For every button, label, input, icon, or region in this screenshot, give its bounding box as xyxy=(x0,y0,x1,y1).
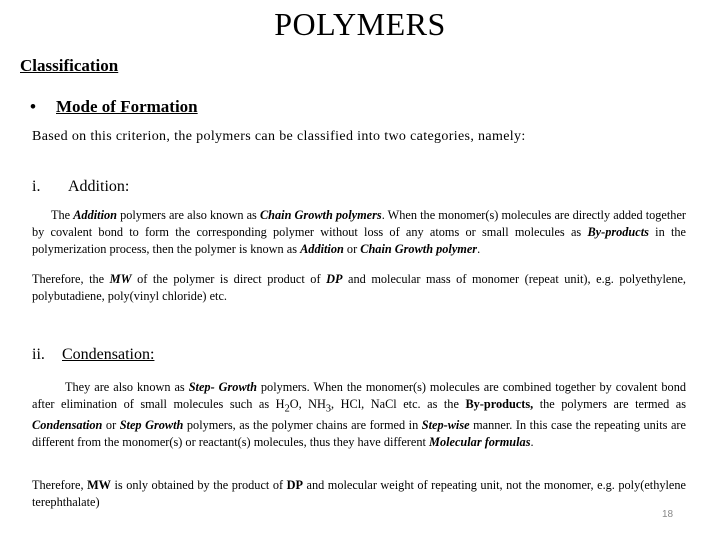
emphasis: MW xyxy=(109,272,132,286)
emphasis: Addition xyxy=(73,208,117,222)
text-run: polymers are also known as xyxy=(116,208,260,222)
addition-number: i. xyxy=(32,178,41,195)
text-run: in the polymerization process, then the polymer is known as xyxy=(32,225,686,256)
text-run: polymers. When the monomer(s) molecules are combined together by covalent bond after elimination of small molecules such as H xyxy=(32,380,686,411)
text-run: or xyxy=(343,242,361,256)
text-run: They are also known as xyxy=(65,380,189,394)
text-run: The xyxy=(51,208,74,222)
emphasis: DP xyxy=(326,272,343,286)
text-run: . xyxy=(477,242,481,256)
text-run: manner. In this case the repeating units are different from the monomer(s) or reactant(s) molecules, thus they have different xyxy=(32,418,686,450)
emphasis: By-products, xyxy=(465,397,534,411)
emphasis: Chain Growth polymers xyxy=(259,208,382,222)
text-run: of the polymer is direct product of xyxy=(131,272,327,286)
condensation-paragraph-1 xyxy=(32,379,686,451)
section-heading: Classification xyxy=(20,56,119,75)
emphasis: Addition xyxy=(300,242,344,256)
addition-label: Addition: xyxy=(68,178,130,195)
emphasis: Step-wise xyxy=(421,418,470,433)
text-run: and molecular weight of repeating unit, not the monomer, e.g. poly(ethylene terephthalate) xyxy=(32,478,686,509)
page-number: 18 xyxy=(662,509,674,520)
bullet-label: Mode of Formation xyxy=(56,97,198,116)
text-run: and molecular mass of monomer (repeat unit), e.g. polyethylene, polybutadiene, poly(vinyl chloride) etc. xyxy=(32,272,687,303)
subscript: 2 xyxy=(284,403,290,415)
addition-paragraph-1 xyxy=(32,207,686,258)
text-run: is only obtained by the product of xyxy=(110,478,287,492)
condensation-number: ii. xyxy=(32,346,45,363)
condensation-paragraph-2 xyxy=(32,477,686,511)
emphasis: Molecular formulas xyxy=(429,435,531,450)
emphasis: Step- Growth xyxy=(188,380,257,394)
emphasis: MW xyxy=(87,478,111,492)
text-run: . When the monomer(s) molecules are directly added together by covalent bond to form the corresponding polymer without loss of any atoms or small molecules as xyxy=(32,208,686,239)
text-run: or xyxy=(102,418,120,433)
subscript: 3 xyxy=(325,403,332,415)
text-run: O, NH xyxy=(289,397,326,411)
condensation-heading xyxy=(32,346,154,364)
addition-heading xyxy=(32,178,129,196)
emphasis: By-products xyxy=(587,225,649,239)
bullet-item xyxy=(30,97,198,117)
intro-text: Based on this criterion, the polymers can be classified into two categories, namely: xyxy=(32,129,526,144)
bullet-icon: • xyxy=(30,97,36,116)
text-run: , HCl, NaCl etc. as the xyxy=(331,397,466,411)
text-run: the polymers are termed as xyxy=(533,397,686,411)
emphasis: DP xyxy=(286,478,303,492)
text-run: Therefore, the xyxy=(32,272,110,286)
text-run: . xyxy=(530,435,534,450)
addition-paragraph-2 xyxy=(32,271,686,305)
page-title: POLYMERS xyxy=(274,6,446,42)
emphasis: Condensation xyxy=(32,418,103,433)
text-run: Therefore, xyxy=(32,478,88,492)
condensation-label: Condensation: xyxy=(62,346,155,363)
emphasis: Chain Growth polymer xyxy=(360,242,478,256)
emphasis: Step Growth xyxy=(119,418,184,433)
text-run: polymers, as the polymer chains are formed in xyxy=(183,418,422,433)
